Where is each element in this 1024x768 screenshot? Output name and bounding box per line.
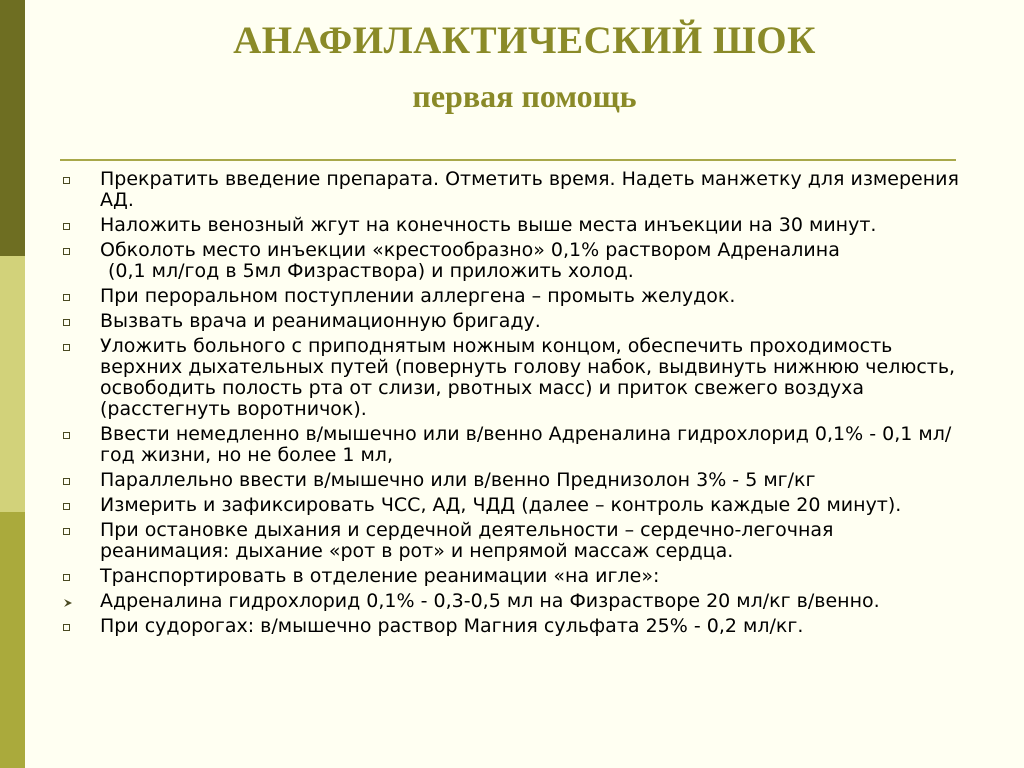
sidebar-mid-segment — [0, 512, 25, 768]
slide-title: АНАФИЛАКТИЧЕСКИЙ ШОК — [233, 19, 816, 62]
list-item — [60, 470, 960, 491]
square-icon — [63, 432, 70, 439]
list-item — [60, 616, 960, 637]
list-item-text: Транспортировать в отделение реанимации «на игле»: — [100, 565, 660, 587]
list-item-text: Уложить больного с приподнятым ножным концом, обеспечить проходимость верхних дыхательных путей (повернуть голову набок, выдвинуть нижнюю челюсть, освободить полость рта от слизи, рвотных масс) и приток свежего воздуха (расстегнуть воротничок). — [100, 335, 956, 420]
list-item-text: При пероральном поступлении аллергена – промыть желудок. — [100, 285, 736, 307]
list-item — [60, 169, 960, 211]
list-item — [60, 591, 960, 612]
list-item-text: Параллельно ввести в/мышечно или в/венно Преднизолон 3% - 5 мг/кг — [100, 469, 816, 491]
list-item-text: Вызвать врача и реанимационную бригаду. — [100, 310, 541, 332]
sidebar-light-segment — [0, 256, 25, 512]
list-item-text: При судорогах: в/мышечно раствор Магния сульфата 25% - 0,2 мл/кг. — [100, 615, 804, 637]
square-icon — [63, 528, 70, 535]
square-icon — [63, 624, 70, 631]
square-icon — [63, 319, 70, 326]
square-icon — [63, 478, 70, 485]
list-item — [60, 520, 960, 562]
square-icon — [63, 344, 70, 351]
list-item — [60, 495, 960, 516]
first-aid-steps-list — [60, 169, 960, 641]
title-divider — [60, 159, 956, 161]
square-icon — [63, 223, 70, 230]
list-item — [60, 240, 960, 282]
list-item — [60, 424, 960, 466]
list-item-text: Адреналина гидрохлорид 0,1% - 0,3-0,5 мл на Физрастворе 20 мл/кг в/венно. — [100, 590, 880, 612]
list-item-text: При остановке дыхания и сердечной деятельности – сердечно-легочная реанимация: дыхание «рот в рот» и непрямой массаж сердца. — [100, 519, 834, 562]
list-item-text: Прекратить введение препарата. Отметить время. Надеть манжетку для измерения АД. — [100, 168, 959, 211]
list-item — [60, 311, 960, 332]
list-item-text: Обколоть место инъекции «крестообразно» 0,1% раствором Адреналина — [100, 239, 840, 261]
list-item — [60, 566, 960, 587]
sidebar-dark-segment — [0, 0, 25, 256]
square-icon — [63, 574, 70, 581]
list-item-text: Ввести немедленно в/мышечно или в/венно Адреналина гидрохлорид 0,1% - 0,1 мл/год жизни, но не более 1 мл, — [100, 423, 952, 466]
list-item — [60, 215, 960, 236]
list-item — [60, 286, 960, 307]
list-item-text: (0,1 мл/год в 5мл Физраствора) и приложить холод. — [108, 260, 634, 282]
square-icon — [63, 177, 70, 184]
arrow-icon — [62, 597, 74, 609]
list-item — [60, 336, 960, 420]
square-icon — [63, 294, 70, 301]
square-icon — [63, 503, 70, 510]
square-icon — [63, 248, 70, 255]
list-item-text: Измерить и зафиксировать ЧСС, АД, ЧДД (далее – контроль каждые 20 минут). — [100, 494, 902, 516]
list-item-text: Наложить венозный жгут на конечность выше места инъекции на 30 минут. — [100, 214, 877, 236]
slide-subtitle: первая помощь — [412, 78, 637, 114]
